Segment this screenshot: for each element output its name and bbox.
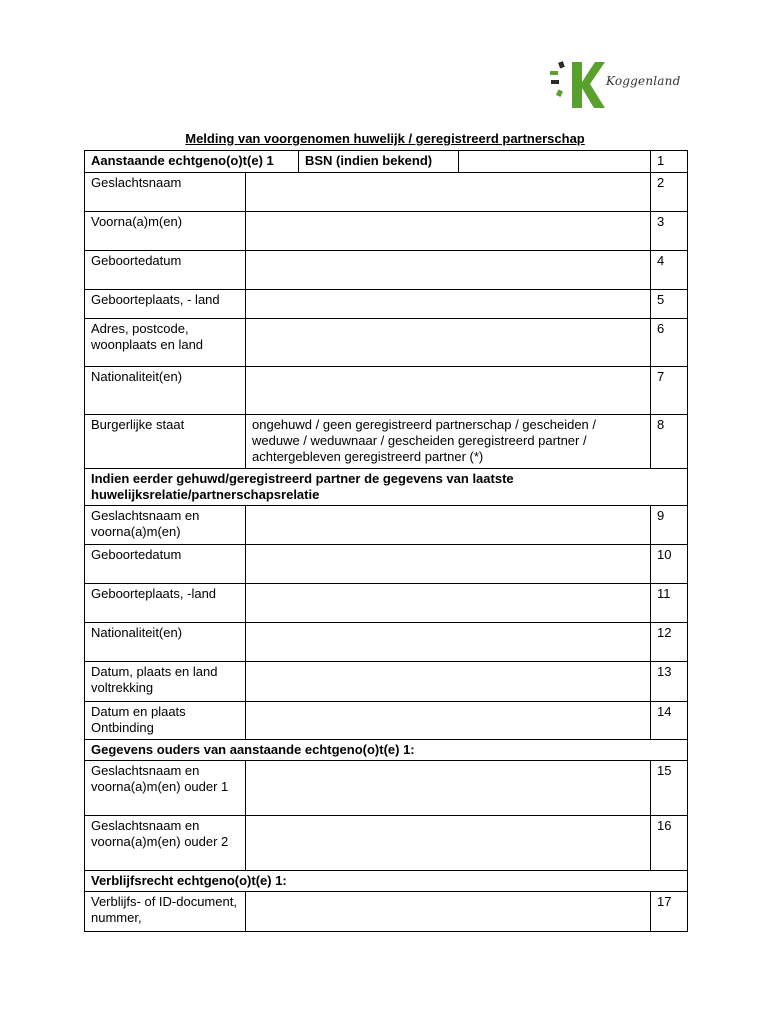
form-row [85,662,688,702]
form-row [85,173,688,212]
field-value[interactable] [246,506,651,545]
form-row [85,545,688,584]
section-heading: Verblijfsrecht echtgeno(o)t(e) 1: [85,871,688,892]
field-label: Nationaliteit(en) [85,623,246,662]
section-row [85,871,688,892]
form-row [85,290,688,319]
field-value[interactable] [246,662,651,702]
row-number: 10 [651,545,688,584]
field-value[interactable] [246,584,651,623]
field-value[interactable] [246,319,651,367]
field-label: Geslachtsnaam en voorna(a)m(en) [85,506,246,545]
page-title: Melding van voorgenomen huwelijk / geregistreerd partnerschap [185,131,585,146]
row-number: 14 [651,702,688,740]
field-value[interactable] [246,173,651,212]
field-value[interactable] [246,251,651,290]
row-number: 17 [651,892,688,932]
field-value[interactable] [246,816,651,871]
field-value[interactable] [246,545,651,584]
header-row [85,151,688,173]
form-row [85,702,688,740]
field-label: Geboortedatum [85,545,246,584]
form-row [85,319,688,367]
form-row [85,584,688,623]
form-row [85,251,688,290]
logo-mark-icon [550,61,605,108]
field-value[interactable] [246,212,651,251]
field-label: Verblijfs- of ID-document, nummer, [85,892,246,932]
field-value[interactable] [246,702,651,740]
row-number: 6 [651,319,688,367]
row-number: 13 [651,662,688,702]
section-heading: Indien eerder gehuwd/geregistreerd partner de gegevens van laatste huwelijksrelatie/partnerschapsrelatie [85,469,688,506]
field-label: Datum en plaats Ontbinding [85,702,246,740]
form-row [85,816,688,871]
logo-wordmark: Koggenland [606,74,681,88]
form-row [85,415,688,469]
form-row [85,892,688,932]
field-label: Nationaliteit(en) [85,367,246,415]
field-value[interactable]: ongehuwd / geen geregistreerd partnerschap / gescheiden / weduwe / weduwnaar / gescheiden geregistreerd partner / achtergebleven geregistreerd partner (*) [246,415,651,469]
field-value[interactable] [246,892,651,932]
partner-header: Aanstaande echtgeno(o)t(e) 1 [85,151,299,173]
row-number: 2 [651,173,688,212]
bsn-field[interactable] [459,151,651,173]
field-value[interactable] [246,761,651,816]
field-value[interactable] [246,623,651,662]
row-number: 3 [651,212,688,251]
section-heading: Gegevens ouders van aanstaande echtgeno(o)t(e) 1: [85,740,688,761]
row-number: 15 [651,761,688,816]
field-label: Geboorteplaats, -land [85,584,246,623]
field-label: Geboortedatum [85,251,246,290]
row-number: 12 [651,623,688,662]
field-label: Geslachtsnaam [85,173,246,212]
row-number: 8 [651,415,688,469]
field-value[interactable] [246,367,651,415]
row-number: 1 [651,151,688,173]
row-number: 9 [651,506,688,545]
form-row [85,367,688,415]
row-number: 7 [651,367,688,415]
form-row [85,212,688,251]
form-row [85,506,688,545]
field-value[interactable] [246,290,651,319]
row-number: 4 [651,251,688,290]
field-label: Geslachtsnaam en voorna(a)m(en) ouder 2 [85,816,246,871]
bsn-label: BSN (indien bekend) [299,151,459,173]
field-label: Voorna(a)m(en) [85,212,246,251]
row-number: 11 [651,584,688,623]
section-row [85,469,688,506]
field-label: Adres, postcode, woonplaats en land [85,319,246,367]
row-number: 5 [651,290,688,319]
row-number: 16 [651,816,688,871]
field-label: Burgerlijke staat [85,415,246,469]
field-label: Geslachtsnaam en voorna(a)m(en) ouder 1 [85,761,246,816]
field-label: Geboorteplaats, - land [85,290,246,319]
field-label: Datum, plaats en land voltrekking [85,662,246,702]
form-table [84,150,688,932]
section-row [85,740,688,761]
form-row [85,761,688,816]
form-row [85,623,688,662]
